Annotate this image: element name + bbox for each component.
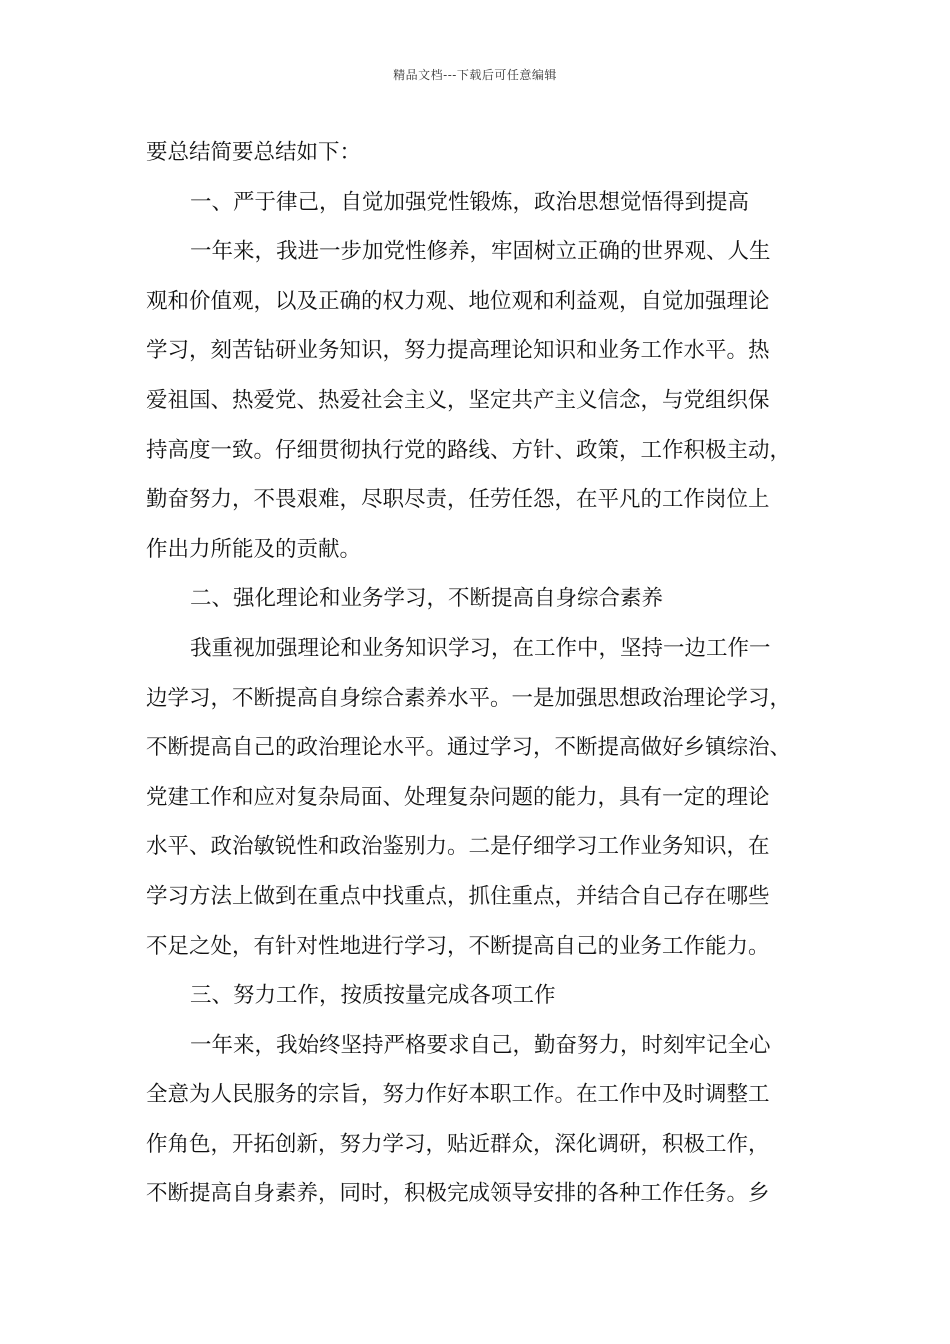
text-line: 全意为人民服务的宗旨，努力作好本职工作。在工作中及时调整工 (146, 1082, 770, 1108)
document-body (146, 128, 818, 1219)
section-heading-1: 一、严于律己，自觉加强党性锻炼，政治思想觉悟得到提高 (190, 189, 750, 215)
page-header: 精品文档---下载后可任意编辑 (393, 68, 557, 82)
text-line: 作出力所能及的贡献。 (146, 536, 362, 562)
section-heading-3: 三、努力工作，按质按量完成各项工作 (190, 983, 556, 1009)
text-line: 一年来，我进一步加党性修养，牢固树立正确的世界观、人生 (190, 239, 771, 265)
text-line: 观和价值观，以及正确的权力观、地位观和利益观，自觉加强理论 (146, 288, 770, 314)
text-line: 我重视加强理论和业务知识学习，在工作中，坚持一边工作一 (190, 635, 771, 661)
text-line: 党建工作和应对复杂局面、处理复杂问题的能力，具有一定的理论 (146, 784, 770, 810)
text-line: 水平、政治敏锐性和政治鉴别力。二是仔细学习工作业务知识，在 (146, 834, 770, 860)
text-line: 边学习，不断提高自身综合素养水平。一是加强思想政治理论学习， (146, 685, 792, 711)
section-heading-2: 二、强化理论和业务学习，不断提高自身综合素养 (190, 586, 664, 612)
text-line: 要总结简要总结如下： (146, 140, 362, 165)
text-line: 勤奋努力，不畏艰难，尽职尽责，任劳任怨，在平凡的工作岗位上 (146, 487, 770, 513)
text-line: 持高度一致。仔细贯彻执行党的路线、方针、政策，工作积极主动， (146, 437, 792, 463)
text-line: 不断提高自己的政治理论水平。通过学习，不断提高做好乡镇综治、 (146, 735, 792, 761)
text-line: 学习方法上做到在重点中找重点，抓住重点，并结合自己存在哪些 (146, 883, 770, 909)
text-line: 不断提高自身素养，同时，积极完成领导安排的各种工作任务。乡 (146, 1181, 770, 1207)
text-line: 一年来，我始终坚持严格要求自己，勤奋努力，时刻牢记全心 (190, 1032, 771, 1058)
text-line: 爱祖国、热爱党、热爱社会主义，坚定共产主义信念，与党组织保 (146, 387, 770, 413)
text-line: 作角色，开拓创新，努力学习，贴近群众，深化调研，积极工作， (146, 1131, 770, 1157)
text-line: 学习，刻苦钻研业务知识，努力提高理论知识和业务工作水平。热 (146, 338, 770, 364)
text-line: 不足之处，有针对性地进行学习，不断提高自己的业务工作能力。 (146, 933, 770, 959)
